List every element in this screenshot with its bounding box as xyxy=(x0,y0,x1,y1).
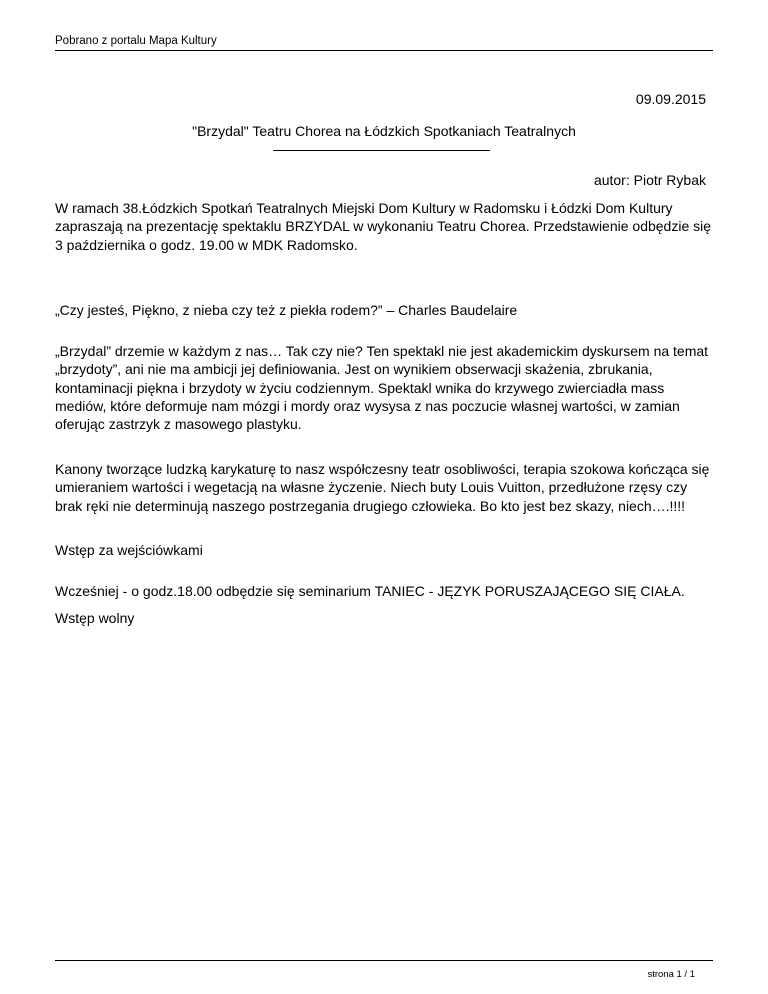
paragraph-intro: W ramach 38.Łódzkich Spotkań Teatralnych Miejski Dom Kultury w Radomsku i Łódzki Dom Kultury zapraszają na prezentację spektaklu BRZYDAL w wykonaniu Teatru Chorea. Przedstawienie odbędzie się 3 października o godz. 19.00 w MDK Radomsko. xyxy=(55,200,712,253)
paragraph-free-entry: Wstęp wolny xyxy=(55,610,135,626)
page-number: strona 1 / 1 xyxy=(647,969,695,980)
header-divider xyxy=(55,50,713,51)
source-label: Pobrano z portalu Mapa Kultury xyxy=(55,35,217,47)
title-underline xyxy=(273,150,490,151)
paragraph-canons: Kanony tworzące ludzką karykaturę to nasz współczesny teatr osobliwości, terapia szokowa kończąca się umieraniem wartości i wegetacją na własne życzenie. Niech buty Louis Vuitton, przedłużone rzęsy czy brak ręki nie determinują naszego postrzegania drugiego człowieka. Bo kto jest bez skazy, niech….!!!! xyxy=(55,461,710,514)
article-title: "Brzydal" Teatru Chorea na Łódzkich Spotkaniach Teatralnych xyxy=(192,123,576,139)
paragraph-admission: Wstęp za wejściówkami xyxy=(55,542,203,558)
article-author: autor: Piotr Rybak xyxy=(593,172,706,188)
paragraph-quote: „Czy jesteś, Piękno, z nieba czy też z piekła rodem?” – Charles Baudelaire xyxy=(55,302,518,318)
footer-divider xyxy=(55,960,713,961)
paragraph-description: „Brzydal” drzemie w każdym z nas… Tak czy nie? Ten spektakl nie jest akademickim dyskursem na temat „brzydoty”, ani nie ma ambicji jej definiowania. Jest on wynikiem obserwacji skażenia, zbrukania, kontaminacji piękna i brzydoty w życiu codziennym. Spektakl wnika do krzywego zwierciadła mass mediów, które deformuje nam mózgi i mordy oraz wysysa z nas poczucie własnej wartości, w zamian oferując zastrzyk z masowego plastyku. xyxy=(55,343,709,433)
article-date: 09.09.2015 xyxy=(635,91,706,107)
paragraph-seminar: Wcześniej - o godz.18.00 odbędzie się seminarium TANIEC - JĘZYK PORUSZAJĄCEGO SIĘ CIAŁA. xyxy=(55,583,685,599)
